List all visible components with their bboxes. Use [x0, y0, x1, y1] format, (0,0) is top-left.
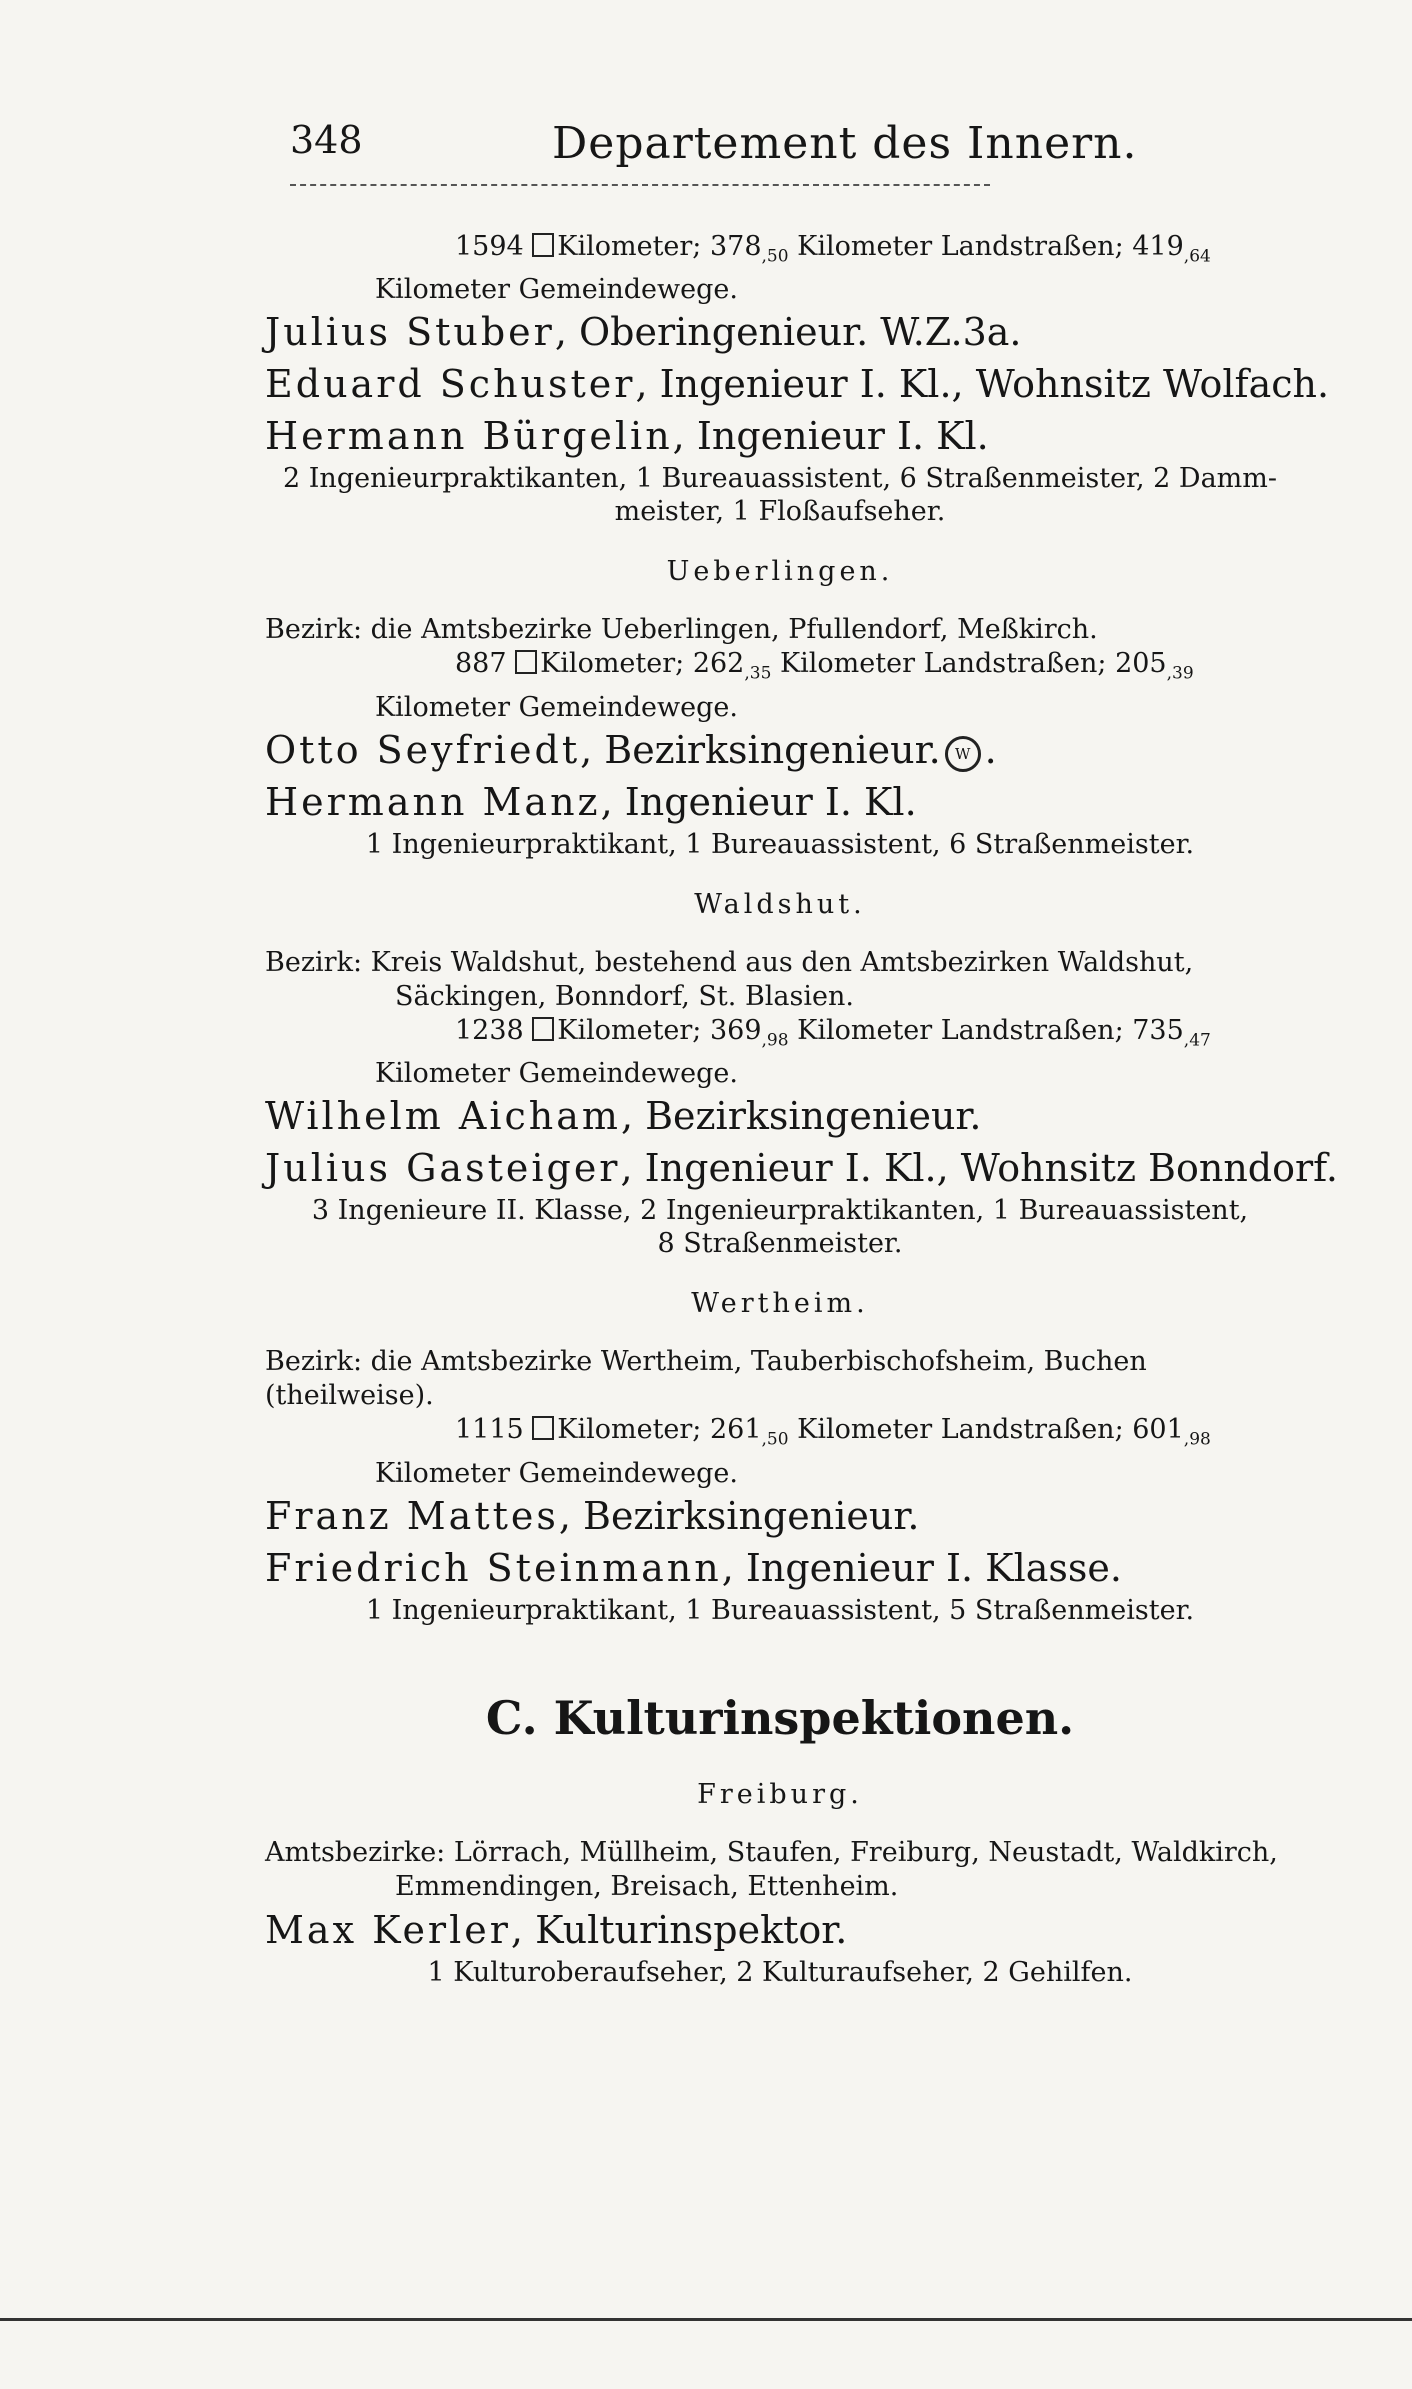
running-title: Departement des Innern.: [552, 118, 1138, 169]
area-total: 887: [455, 648, 516, 680]
district-line-2: [265, 1870, 1295, 1904]
official-name: Julius Gasteiger: [265, 1146, 621, 1191]
official-title: , Bezirksingenieur.: [558, 1493, 920, 1538]
area-road-length: Kilometer; 262: [540, 648, 745, 680]
official-title: , Kulturinspektor.: [510, 1907, 848, 1952]
official-entry: [265, 1904, 1295, 1956]
page-number: 348: [290, 118, 363, 162]
section-heading: Wertheim.: [691, 1288, 869, 1320]
area-total: 1115: [455, 1414, 533, 1446]
square-symbol-icon: [532, 1416, 554, 1440]
area-line-1: [265, 647, 1295, 690]
area-road-length: Kilometer; 261: [557, 1414, 762, 1446]
area-decimal: ,98: [1183, 1429, 1211, 1450]
page-content: [265, 230, 1338, 1989]
area-road-length: Kilometer; 378: [557, 231, 762, 262]
area-statement: [265, 647, 1295, 723]
official-title: , Ingenieur I. Kl.: [600, 779, 917, 824]
square-symbol-icon: [515, 650, 537, 674]
area-line-1: [265, 230, 1295, 273]
district-line-1: [265, 613, 1295, 647]
staff-summary: [265, 1956, 1295, 1989]
district-line-1: [265, 1345, 1295, 1413]
area-decimal: ,39: [1166, 663, 1194, 684]
official-title: , Ingenieur I. Kl., Wohnsitz Bonndorf.: [620, 1146, 1338, 1191]
staff-line: meister, 1 Floßaufseher.: [614, 496, 946, 528]
area-total: 1594: [455, 231, 533, 262]
district-label: Bezirk:: [265, 1346, 363, 1378]
staff-line: 1 Ingenieurpraktikant, 1 Bureauassistent, 6 Straßenmeister.: [365, 828, 1195, 860]
section-heading: Ueberlingen.: [666, 556, 894, 588]
area-decimal: ,98: [761, 1030, 789, 1051]
official-name: Hermann Manz: [265, 779, 601, 824]
official-entry: [265, 410, 1295, 462]
official-name: Friedrich Steinmann: [265, 1545, 722, 1590]
district-description: [265, 613, 1295, 647]
district-label: Amtsbezirke:: [265, 1836, 446, 1868]
official-title: , Bezirksingenieur.: [620, 1094, 982, 1139]
area-road-label: Kilometer Landstraßen; 735: [788, 1014, 1184, 1046]
official-entry: [265, 1490, 1295, 1542]
area-road-label: Kilometer Landstraßen; 419: [788, 231, 1184, 262]
area-line-1: [265, 1413, 1295, 1456]
section-heading: Freiburg.: [697, 1778, 863, 1810]
page-header: [290, 118, 1290, 178]
district-text: die Amtsbezirke Wertheim, Tauberbischofsheim, Buchen (theilweise).: [265, 1346, 1147, 1412]
staff-line: 1 Kulturoberaufseher, 2 Kulturaufseher, 2 Gehilfen.: [427, 1956, 1133, 1988]
official-name: Otto Seyfriedt: [265, 727, 581, 772]
official-name: Max Kerler: [265, 1907, 511, 1952]
area-line-2: Kilometer Gemeindewege.: [375, 1058, 738, 1090]
staff-line: 3 Ingenieure II. Klasse, 2 Ingenieurpraktikanten, 1 Bureauassistent,: [311, 1195, 1249, 1227]
district-continuation: Säckingen, Bonndorf, St. Blasien.: [395, 980, 854, 1012]
official-entry: [265, 724, 1295, 776]
area-statement: [265, 1014, 1295, 1090]
district-label: Bezirk:: [265, 946, 363, 978]
area-decimal: ,50: [761, 1429, 789, 1450]
official-title: , Ingenieur I. Klasse.: [721, 1545, 1122, 1590]
district-label: Bezirk:: [265, 614, 363, 646]
staff-line: 1 Ingenieurpraktikant, 1 Bureauassistent, 5 Straßenmeister.: [365, 1594, 1195, 1626]
square-symbol-icon: [532, 233, 554, 257]
district-text: Lörrach, Müllheim, Staufen, Freiburg, Neustadt, Waldkirch,: [445, 1836, 1278, 1868]
bottom-rule: [0, 2318, 1412, 2321]
official-entry: [265, 358, 1330, 410]
official-title-end: .: [984, 727, 997, 772]
district-description: [265, 946, 1295, 1014]
order-seal-icon: W: [945, 736, 981, 772]
staff-summary: [265, 828, 1295, 861]
official-title: , Bezirksingenieur.: [580, 727, 941, 772]
square-symbol-icon: [532, 1017, 554, 1041]
official-title: , Ingenieur I. Kl., Wohnsitz Wolfach.: [635, 362, 1330, 407]
district-text: die Amtsbezirke Ueberlingen, Pfullendorf, Meßkirch.: [362, 614, 1098, 646]
official-name: Eduard Schuster: [265, 362, 636, 407]
staff-line: 8 Straßenmeister.: [657, 1228, 903, 1260]
staff-summary: [265, 1194, 1295, 1260]
area-statement: [265, 1413, 1295, 1489]
area-road-label: Kilometer Landstraßen; 205: [771, 648, 1167, 680]
area-statement: [265, 230, 1295, 306]
staff-summary: [265, 1594, 1295, 1627]
district-line-1: [265, 1836, 1295, 1870]
section-heading: Waldshut.: [694, 888, 866, 920]
official-name: Wilhelm Aicham: [265, 1094, 621, 1139]
district-description: [265, 1345, 1295, 1413]
staff-summary: [265, 462, 1295, 528]
official-name: Hermann Bürgelin: [265, 414, 673, 459]
area-line-2: Kilometer Gemeindewege.: [375, 1457, 738, 1489]
district-line-1: [265, 946, 1295, 980]
district-continuation: Emmendingen, Breisach, Ettenheim.: [395, 1870, 899, 1902]
official-name: Franz Mattes: [265, 1493, 559, 1538]
official-entry: [265, 776, 1295, 828]
header-rule: [290, 184, 990, 186]
area-line-1: [265, 1014, 1295, 1057]
district-text: Kreis Waldshut, bestehend aus den Amtsbezirken Waldshut,: [362, 946, 1194, 978]
area-decimal: ,64: [1183, 246, 1211, 267]
official-title: , Ingenieur I. Kl.: [672, 414, 989, 459]
area-decimal: ,50: [761, 246, 789, 267]
staff-line: 2 Ingenieurpraktikanten, 1 Bureauassistent, 6 Straßenmeister, 2 Damm-: [283, 463, 1277, 495]
official-entry: [265, 1142, 1338, 1194]
major-heading: C. Kulturinspektionen.: [485, 1690, 1075, 1745]
area-decimal: ,47: [1183, 1030, 1211, 1051]
district-description: [265, 1836, 1295, 1904]
area-line-2: Kilometer Gemeindewege.: [375, 691, 738, 723]
area-road-length: Kilometer; 369: [557, 1014, 762, 1046]
area-line-2: Kilometer Gemeindewege.: [375, 274, 738, 306]
area-road-label: Kilometer Landstraßen; 601: [788, 1414, 1184, 1446]
official-title: , Oberingenieur. W.Z.3a.: [554, 310, 1022, 355]
official-entry: [265, 1542, 1295, 1594]
area-total: 1238: [455, 1014, 533, 1046]
district-line-2: [265, 980, 1295, 1014]
official-entry: [265, 1090, 1295, 1142]
area-decimal: ,35: [744, 663, 772, 684]
official-name: Julius Stuber: [265, 310, 555, 355]
official-entry: [265, 306, 1295, 358]
